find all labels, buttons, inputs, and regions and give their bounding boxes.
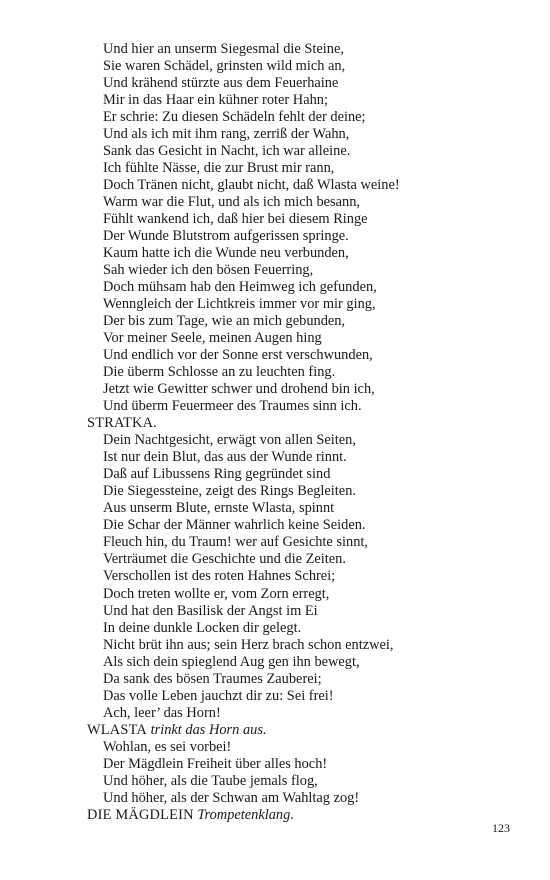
verse-line: Der bis zum Tage, wie an mich gebunden, bbox=[103, 313, 346, 330]
verse-line: Mir in das Haar ein kühner roter Hahn; bbox=[103, 92, 328, 109]
verse-line: Als sich dein spieglend Aug gen ihn bewegt, bbox=[103, 653, 360, 670]
verse-line: Doch treten wollte er, vom Zorn erregt, bbox=[103, 585, 330, 602]
verse-line: Doch mühsam hab den Heimweg ich gefunden, bbox=[103, 279, 377, 296]
verse-line: Dein Nachtgesicht, erwägt von allen Seiten, bbox=[103, 432, 356, 449]
verse-line: Die überm Schlosse an zu leuchten fing. bbox=[103, 364, 336, 381]
verse-line: Ist nur dein Blut, das aus der Wunde rinnt. bbox=[103, 449, 347, 466]
verse-line: Die Schar der Männer wahrlich keine Seiden. bbox=[103, 517, 366, 534]
verse-line: Der Wunde Blutstrom aufgerissen springe. bbox=[103, 228, 349, 245]
speaker-line bbox=[87, 807, 527, 824]
page-number: 123 bbox=[492, 821, 510, 835]
verse-line: Sah wieder ich den bösen Feuerring, bbox=[103, 262, 314, 279]
verse-line: Kaum hatte ich die Wunde neu verbunden, bbox=[103, 245, 349, 262]
verse-line: Sie waren Schädel, grinsten wild mich an, bbox=[103, 58, 346, 75]
verse-line: Und hat den Basilisk der Angst im Ei bbox=[103, 602, 318, 619]
verse-line: Da sank des bösen Traumes Zauberei; bbox=[103, 670, 322, 687]
speaker-name: STRATKA. bbox=[87, 415, 157, 432]
speaker-line bbox=[87, 415, 527, 432]
verse-line: Der Mägdlein Freiheit über alles hoch! bbox=[103, 755, 328, 772]
verse-line: Daß auf Libussens Ring gegründet sind bbox=[103, 466, 331, 483]
verse-line: Und hier an unserm Siegesmal die Steine, bbox=[103, 41, 344, 57]
verse-line: Vor meiner Seele, meinen Augen hing bbox=[103, 330, 322, 347]
stage-direction: trinkt das Horn aus. bbox=[150, 721, 267, 738]
verse-line: Verschollen ist des roten Hahnes Schrei; bbox=[103, 568, 336, 585]
verse-line: Sank das Gesicht in Nacht, ich war alleine. bbox=[103, 143, 351, 160]
verse-line: Aus unserm Blute, ernste Wlasta, spinnt bbox=[103, 500, 335, 517]
verse-line: Doch Tränen nicht, glaubt nicht, daß Wlasta weine! bbox=[103, 177, 400, 194]
verse-line: Fleuch hin, du Traum! wer auf Gesichte sinnt, bbox=[103, 534, 368, 551]
verse-line: Verträumet die Geschichte und die Zeiten. bbox=[103, 551, 346, 568]
verse-line: Das volle Leben jauchzt dir zu: Sei frei! bbox=[103, 687, 334, 704]
verse-line: Und krähend stürzte aus dem Feuerhaine bbox=[103, 75, 339, 92]
speaker-line bbox=[87, 722, 527, 739]
speaker-name: WLASTA bbox=[87, 721, 147, 738]
verse-line: Wohlan, es sei vorbei! bbox=[103, 738, 232, 755]
verse-line: Und überm Feuermeer des Traumes sinn ich. bbox=[103, 398, 362, 415]
verse-line: Und als ich mit ihm rang, zerriß der Wahn, bbox=[103, 126, 350, 143]
drama-text bbox=[87, 41, 527, 824]
verse-line: Fühlt wankend ich, daß hier bei diesem Ringe bbox=[103, 211, 368, 228]
verse-line: Warm war die Flut, und als ich mich besann, bbox=[103, 194, 361, 211]
verse-line: In deine dunkle Locken dir gelegt. bbox=[103, 619, 302, 636]
verse-line: Und höher, als der Schwan am Wahltag zog! bbox=[103, 789, 360, 806]
verse-line: Jetzt wie Gewitter schwer und drohend bin ich, bbox=[103, 381, 375, 398]
verse-line: Er schrie: Zu diesen Schädeln fehlt der deine; bbox=[103, 109, 366, 126]
verse-line: Und endlich vor der Sonne erst verschwunden, bbox=[103, 347, 373, 364]
verse-line: Nicht brüt ihn aus; sein Herz brach schon entzwei, bbox=[103, 636, 394, 653]
verse-line: Wenngleich der Lichtkreis immer vor mir ging, bbox=[103, 296, 376, 313]
verse-line: Die Siegessteine, zeigt des Rings Begleiten. bbox=[103, 483, 356, 500]
verse-line: Und höher, als die Taube jemals flog, bbox=[103, 772, 318, 789]
stage-direction: Trompetenklang. bbox=[197, 806, 294, 823]
verse-line: Ich fühlte Nässe, die zur Brust mir rann, bbox=[103, 160, 335, 177]
verse-line: Ach, leer’ das Horn! bbox=[103, 704, 221, 721]
speaker-name: DIE MÄGDLEIN bbox=[87, 806, 194, 823]
